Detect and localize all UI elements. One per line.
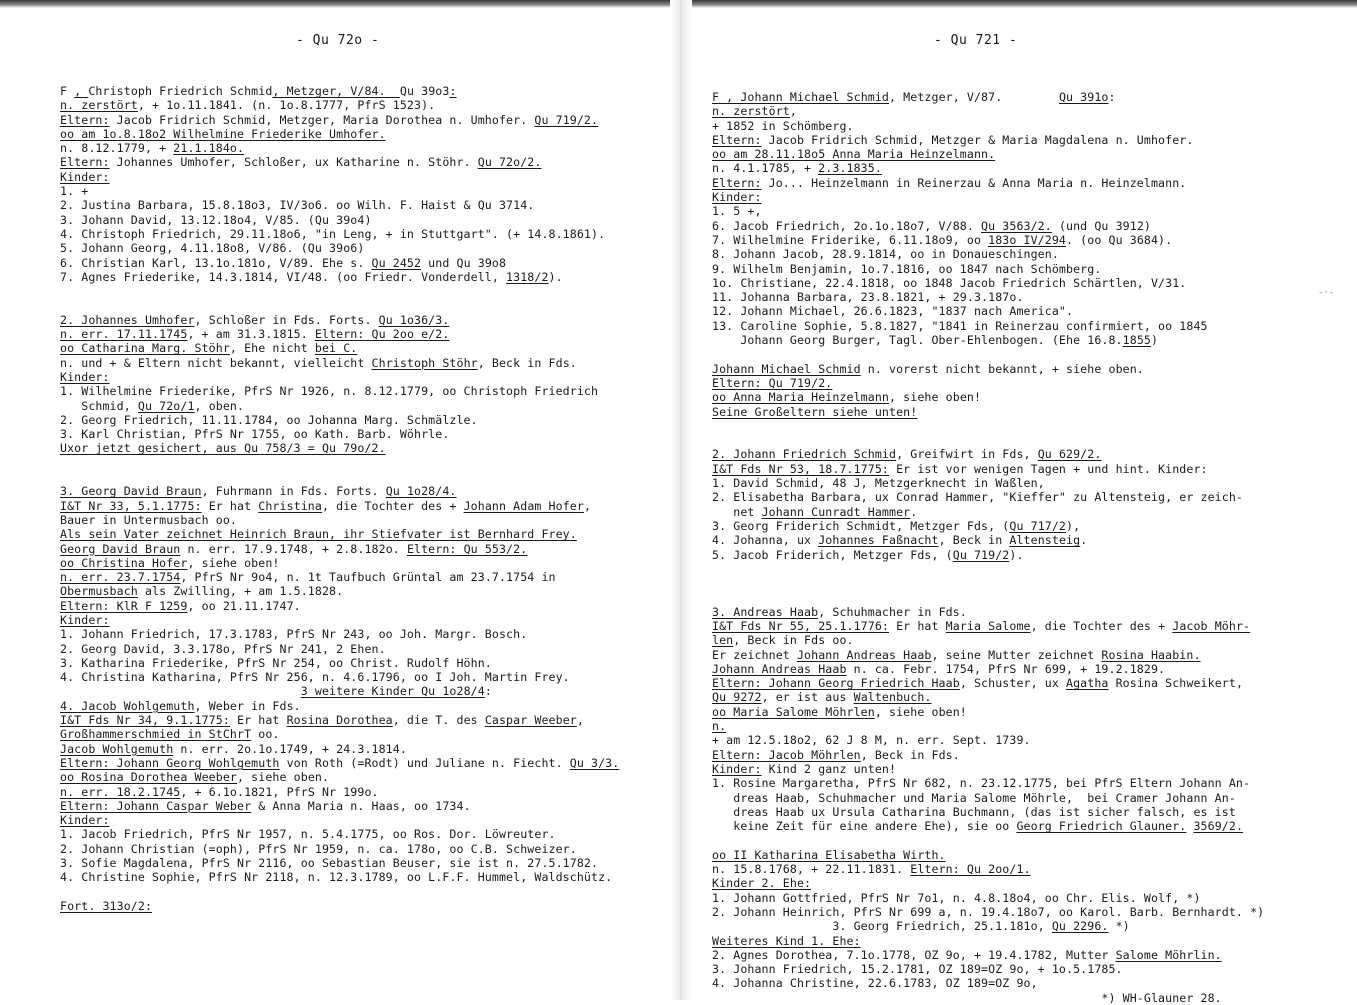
right-text-line: Eltern: Johann Georg Friedrich Haab, Schuster, ux Agatha Rosina Schweikert, bbox=[712, 676, 1244, 691]
right-text-line: Kinder 2. Ehe: bbox=[712, 876, 812, 891]
right-text-line: dreas Haab ux Ursula Catharina Buchmann, (das ist sicher falsch, es ist bbox=[712, 804, 1236, 819]
right-text-line: 8. Johann Jacob, 28.9.1814, oo in Donaueschingen. bbox=[712, 247, 1059, 262]
right-text-line: 7. Wilhelmine Friderike, 6.11.18o9, oo 183o IV/294. (oo Qu 3684). bbox=[712, 232, 1173, 247]
left-text-line: Fort. 313o/2: bbox=[60, 898, 153, 913]
left-page bbox=[60, 0, 660, 1000]
left-text-line: oo Catharina Marg. Stöhr, Ehe nicht bei C. bbox=[60, 341, 358, 356]
right-text-line bbox=[712, 562, 1264, 576]
left-text-line: 2. Johann Christian (=oph), PfrS Nr 1959, n. ca. 178o, oo C.B. Schweizer. bbox=[60, 841, 577, 856]
right-text-line: 12. Johann Michael, 26.6.1823, "1837 nach America". bbox=[712, 304, 1074, 319]
right-text-line: 2. Elisabetha Barbara, ux Conrad Hammer, "Kieffer" zu Altensteig, er zeich- bbox=[712, 490, 1244, 505]
right-text-line: I&T Fds Nr 53, 18.7.1775: Er ist vor wenigen Tagen + und hint. Kinder: bbox=[712, 461, 1208, 476]
left-text-line: Kinder: bbox=[60, 813, 110, 828]
right-text-line: 2. Johann Heinrich, PfrS Nr 699 a, n. 19.4.18o7, oo Karol. Barb. Bernhardt. *) bbox=[712, 904, 1265, 919]
right-text-line: 11. Johanna Barbara, 23.8.1821, + 29.3.187o. bbox=[712, 290, 1024, 305]
left-text-line: Großhammerschmied in StChrT oo. bbox=[60, 727, 280, 742]
left-text-line: Eltern: Johann Caspar Weber & Anna Maria n. Haas, oo 1734. bbox=[60, 798, 471, 813]
left-text-line bbox=[60, 456, 619, 470]
left-text-line: 6. Christian Karl, 13.1o.181o, V/89. Ehe s. Qu 2452 und Qu 39o8 bbox=[60, 255, 507, 270]
left-text-line: oo Rosina Dorothea Weeber, siehe oben. bbox=[60, 770, 330, 785]
left-text-line: Eltern: Jacob Fridrich Schmid, Metzger, Maria Dorothea n. Umhofer. Qu 719/2. bbox=[60, 112, 599, 127]
right-text-line: n. bbox=[712, 719, 727, 734]
left-text-line: n. err. 23.7.1754, PfrS Nr 9o4, n. 1t Taufbuch Grüntal am 23.7.1754 in bbox=[60, 570, 556, 585]
left-text-line: n. 8.12.1779, + 21.1.184o. bbox=[60, 141, 245, 156]
left-text-line: 3. Georg David Braun, Fuhrmann in Fds. Forts. Qu 1o28/4. bbox=[60, 484, 457, 499]
left-text-line: I&T Fds Nr 34, 9.1.1775: Er hat Rosina Dorothea, die T. des Caspar Weeber, bbox=[60, 713, 584, 728]
right-text-line: 5. Jacob Friderich, Metzger Fds, (Qu 719/2). bbox=[712, 547, 1024, 562]
left-text-line: 3. Karl Christian, PfrS Nr 1755, oo Kath. Barb. Wöhrle. bbox=[60, 427, 450, 442]
left-page-text bbox=[60, 84, 619, 913]
right-text-line: Eltern: Jacob Fridrich Schmid, Metzger & Maria Magdalena n. Umhofer. bbox=[712, 132, 1194, 147]
right-text-line: oo am 28.11.18o5 Anna Maria Heinzelmann. bbox=[712, 147, 996, 162]
right-text-line: + 1852 in Schömberg. bbox=[712, 118, 854, 133]
right-text-line: Weiteres Kind 1. Ehe: bbox=[712, 933, 861, 948]
left-text-line: Kinder: bbox=[60, 369, 110, 384]
left-text-line: Eltern: Johann Georg Wohlgemuth von Roth (=Rodt) und Juliane n. Fiecht. Qu 3/3. bbox=[60, 755, 620, 770]
right-text-line: 3. Georg Friderich Schmidt, Metzger Fds, (Qu 717/2), bbox=[712, 518, 1081, 533]
right-text-line: Johann Andreas Haab n. ca. Febr. 1754, PfrS Nr 699, + 19.2.1829. bbox=[712, 661, 1166, 676]
right-text-line: 3. Johann Friedrich, 15.2.1781, OZ 189=OZ 9o, + 1o.5.1785. bbox=[712, 962, 1123, 977]
right-text-line: Johann Michael Schmid n. vorerst nicht bekannt, + siehe oben. bbox=[712, 361, 1144, 376]
left-text-line: 4. Jacob Wohlgemuth, Weber in Fds. bbox=[60, 698, 301, 713]
left-text-line: oo am 1o.8.18o2 Wilhelmine Friederike Umhofer. bbox=[60, 126, 386, 141]
left-text-line bbox=[60, 298, 619, 312]
left-text-line: 5. Johann Georg, 4.11.18o8, V/86. (Qu 39o6) bbox=[60, 241, 365, 256]
page-number-right: - Qu 721 - bbox=[934, 33, 1018, 48]
left-text-line: 1. Johann Friedrich, 17.3.1783, PfrS Nr 243, oo Joh. Margr. Bosch. bbox=[60, 627, 528, 642]
right-text-line: 1. Johann Gottfried, PfrS Nr 7o1, n. 4.8.18o4, oo Chr. Elis. Wolf, *) bbox=[712, 890, 1201, 905]
left-text-line: oo Christina Hofer, siehe oben! bbox=[60, 555, 280, 570]
right-text-line bbox=[712, 590, 1264, 604]
right-text-line: Kinder: bbox=[712, 190, 762, 205]
left-text-line: I&T Nr 33, 5.1.1775: Er hat Christina, die Tochter des + Johann Adam Hofer, bbox=[60, 498, 592, 513]
right-text-line bbox=[712, 347, 1264, 361]
left-text-line: 2. Johannes Umhofer, Schloßer in Fds. Forts. Qu 1o36/3. bbox=[60, 312, 450, 327]
right-text-line: Eltern: Jacob Möhrlen, Beck in Fds. bbox=[712, 747, 960, 762]
right-text-line: len, Beck in Fds oo. bbox=[712, 633, 854, 648]
left-text-line: Schmid, Qu 72o/1, oben. bbox=[60, 398, 245, 413]
right-text-line: net Johann Cunradt Hammer. bbox=[712, 504, 918, 519]
left-text-line: Als sein Vater zeichnet Heinrich Braun, ihr Stiefvater ist Bernhard Frey. bbox=[60, 527, 577, 542]
right-text-line: 1o. Christiane, 22.4.1818, oo 1848 Jacob Friedrich Schärtlen, V/31. bbox=[712, 275, 1187, 290]
left-text-line bbox=[60, 885, 619, 899]
left-text-line: Bauer in Untermusbach oo. bbox=[60, 512, 238, 527]
left-text-line: n. err. 18.2.1745, + 6.1o.1821, PfrS Nr 199o. bbox=[60, 784, 379, 799]
left-text-line: 1. + bbox=[60, 184, 89, 199]
left-text-line: Eltern: KlR F 1259, oo 21.11.1747. bbox=[60, 598, 301, 613]
left-text-line: F , Christoph Friedrich Schmid, Metzger, V/84. Qu 39o3: bbox=[60, 84, 457, 98]
right-text-line: 2. Johann Friedrich Schmid, Greifwirt in Fds, Qu 629/2. bbox=[712, 447, 1102, 462]
right-text-line: oo Anna Maria Heinzelmann, siehe oben! bbox=[712, 390, 982, 405]
left-text-line: Obermusbach als Zwilling, + am 1.5.1828. bbox=[60, 584, 344, 599]
right-text-line: n. 4.1.1785, + 2.3.1835. bbox=[712, 161, 882, 176]
left-text-line: 2. Justina Barbara, 15.8.18o3, IV/3o6. oo Wilh. F. Haist & Qu 3714. bbox=[60, 198, 535, 213]
right-text-line: dreas Haab, Schuhmacher und Maria Salome Möhrle, bei Cramer Johann An- bbox=[712, 790, 1236, 805]
left-text-line bbox=[60, 284, 619, 298]
right-text-line: Kinder: Kind 2 ganz unten! bbox=[712, 761, 897, 776]
right-text-line bbox=[712, 576, 1264, 590]
right-text-line bbox=[712, 433, 1264, 447]
left-text-line: 3. Sofie Magdalena, PfrS Nr 2116, oo Sebastian Beuser, sie ist n. 27.5.1782. bbox=[60, 856, 599, 871]
left-text-line: 1. Jacob Friedrich, PfrS Nr 1957, n. 5.4.1775, oo Ros. Dor. Löwreuter. bbox=[60, 827, 556, 842]
right-text-line: Eltern: Qu 719/2. bbox=[712, 375, 833, 390]
right-text-line: 13. Caroline Sophie, 5.8.1827, "1841 in Reinerzau confirmiert, oo 1845 bbox=[712, 318, 1208, 333]
page-number-left: - Qu 72o - bbox=[296, 33, 380, 48]
right-text-line bbox=[712, 419, 1264, 433]
right-text-line: Eltern: Jo... Heinzelmann in Reinerzau & Anna Maria n. Heinzelmann. bbox=[712, 175, 1187, 190]
right-text-line: 2. Agnes Dorothea, 7.1o.1778, OZ 9o, + 19.4.1782, Mutter Salome Möhrlin. bbox=[712, 947, 1222, 962]
right-text-line: I&T Fds Nr 55, 25.1.1776: Er hat Maria Salome, die Tochter des + Jacob Möhr- bbox=[712, 618, 1251, 633]
left-text-line: Uxor jetzt gesichert, aus Qu 758/3 = Qu 79o/2. bbox=[60, 441, 386, 456]
right-text-line: *) WH-Glauner 28. bbox=[712, 990, 1222, 1005]
left-text-line: 4. Christoph Friedrich, 29.11.18o6, "in Leng, + in Stuttgart". (+ 14.8.1861). bbox=[60, 226, 606, 241]
right-text-line: 1. 5 +, bbox=[712, 204, 762, 219]
book-gutter bbox=[670, 0, 692, 1000]
left-text-line: 4. Christine Sophie, PfrS Nr 2118, n. 12.3.1789, oo L.F.F. Hummel, Waldschütz. bbox=[60, 870, 613, 885]
left-text-line: n. zerstört, + 1o.11.1841. (n. 1o.8.1777, PfrS 1523). bbox=[60, 98, 436, 113]
right-text-line: Johann Georg Burger, Tagl. Ober-Ehlenbogen. (Ehe 16.8.1855) bbox=[712, 333, 1159, 348]
right-text-line: oo Maria Salome Möhrlen, siehe oben! bbox=[712, 704, 967, 719]
right-text-line: 1. David Schmid, 48 J, Metzgerknecht in Waßlen, bbox=[712, 476, 1045, 491]
right-text-line: 3. Georg Friedrich, 25.1.181o, Qu 2296. *) bbox=[712, 919, 1130, 934]
right-text-line: 9. Wilhelm Benjamin, 1o.7.1816, oo 1847 nach Schömberg. bbox=[712, 261, 1102, 276]
right-text-line: F , Johann Michael Schmid, Metzger, V/87. Qu 391o: bbox=[712, 90, 1116, 104]
left-text-line: 3 weitere Kinder Qu 1o28/4: bbox=[300, 684, 492, 699]
left-text-line: Eltern: Johannes Umhofer, Schloßer, ux Katharine n. Stöhr. Qu 72o/2. bbox=[60, 155, 542, 170]
left-text-line: 1. Wilhelmine Friederike, PfrS Nr 1926, n. 8.12.1779, oo Christoph Friedrich bbox=[60, 384, 599, 399]
left-text-line: Jacob Wohlgemuth n. err. 2o.1o.1749, + 24.3.1814. bbox=[60, 741, 407, 756]
right-text-line: + am 12.5.18o2, 62 J 8 M, n. err. Sept. 1739. bbox=[712, 733, 1031, 748]
margin-mark: -·- bbox=[1318, 288, 1335, 298]
left-text-line bbox=[60, 470, 619, 484]
left-text-line: 4. Christina Katharina, PfrS Nr 256, n. 4.6.1796, oo I Joh. Martin Frey. bbox=[60, 670, 570, 685]
right-text-line: keine Zeit für eine andere Ehe), sie oo Georg Friedrich Glauner. 3569/2. bbox=[712, 819, 1244, 834]
right-page-text bbox=[712, 90, 1264, 1005]
left-text-line: n. und + & Eltern nicht bekannt, vielleicht Christoph Stöhr, Beck in Fds. bbox=[60, 355, 577, 370]
left-text-line: Kinder: bbox=[60, 169, 110, 184]
right-text-line: Seine Großeltern siehe unten! bbox=[712, 404, 918, 419]
right-text-line: n. zerstört, bbox=[712, 104, 797, 119]
right-text-line bbox=[712, 833, 1264, 847]
right-text-line: Er zeichnet Johann Andreas Haab, seine Mutter zeichnet Rosina Haabin. bbox=[712, 647, 1201, 662]
right-text-line: oo II Katharina Elisabetha Wirth. bbox=[712, 847, 946, 862]
left-text-line: n. err. 17.11.1745, + am 31.3.1815. Eltern: Qu 2oo e/2. bbox=[60, 327, 450, 342]
left-text-line: Georg David Braun n. err. 17.9.1748, + 2.8.182o. Eltern: Qu 553/2. bbox=[60, 541, 528, 556]
left-text-line: 3. Katharina Friederike, PfrS Nr 254, oo Christ. Rudolf Höhn. bbox=[60, 655, 492, 670]
right-page bbox=[712, 0, 1272, 1005]
right-text-line: 6. Jacob Friedrich, 2o.1o.18o7, V/88. Qu 3563/2. (und Qu 3912) bbox=[712, 218, 1151, 233]
right-text-line: 3. Andreas Haab, Schuhmacher in Fds. bbox=[712, 604, 967, 619]
left-text-line: 7. Agnes Friederike, 14.3.1814, VI/48. (oo Friedr. Vonderdell, 1318/2). bbox=[60, 269, 563, 284]
right-text-line: 1. Rosine Margaretha, PfrS Nr 682, n. 23.12.1775, bei PfrS Eltern Johann An- bbox=[712, 776, 1251, 791]
right-text-line: n. 15.8.1768, + 22.11.1831. Eltern: Qu 2oo/1. bbox=[712, 862, 1031, 877]
right-text-line: 4. Johanna Christine, 22.6.1783, OZ 189=OZ 9o, bbox=[712, 976, 1038, 991]
left-text-line: Kinder: bbox=[60, 612, 110, 627]
left-text-line: 3. Johann David, 13.12.18o4, V/85. (Qu 39o4) bbox=[60, 212, 372, 227]
left-text-line: 2. Georg David, 3.3.178o, PfrS Nr 241, 2 Ehen. bbox=[60, 641, 386, 656]
left-text-line: 2. Georg Friedrich, 11.11.1784, oo Johanna Marg. Schmälzle. bbox=[60, 412, 478, 427]
right-text-line: Qu 9272, er ist aus Waltenbuch. bbox=[712, 690, 932, 705]
right-text-line: 4. Johanna, ux Johannes Faßnacht, Beck in Altensteig. bbox=[712, 533, 1088, 548]
